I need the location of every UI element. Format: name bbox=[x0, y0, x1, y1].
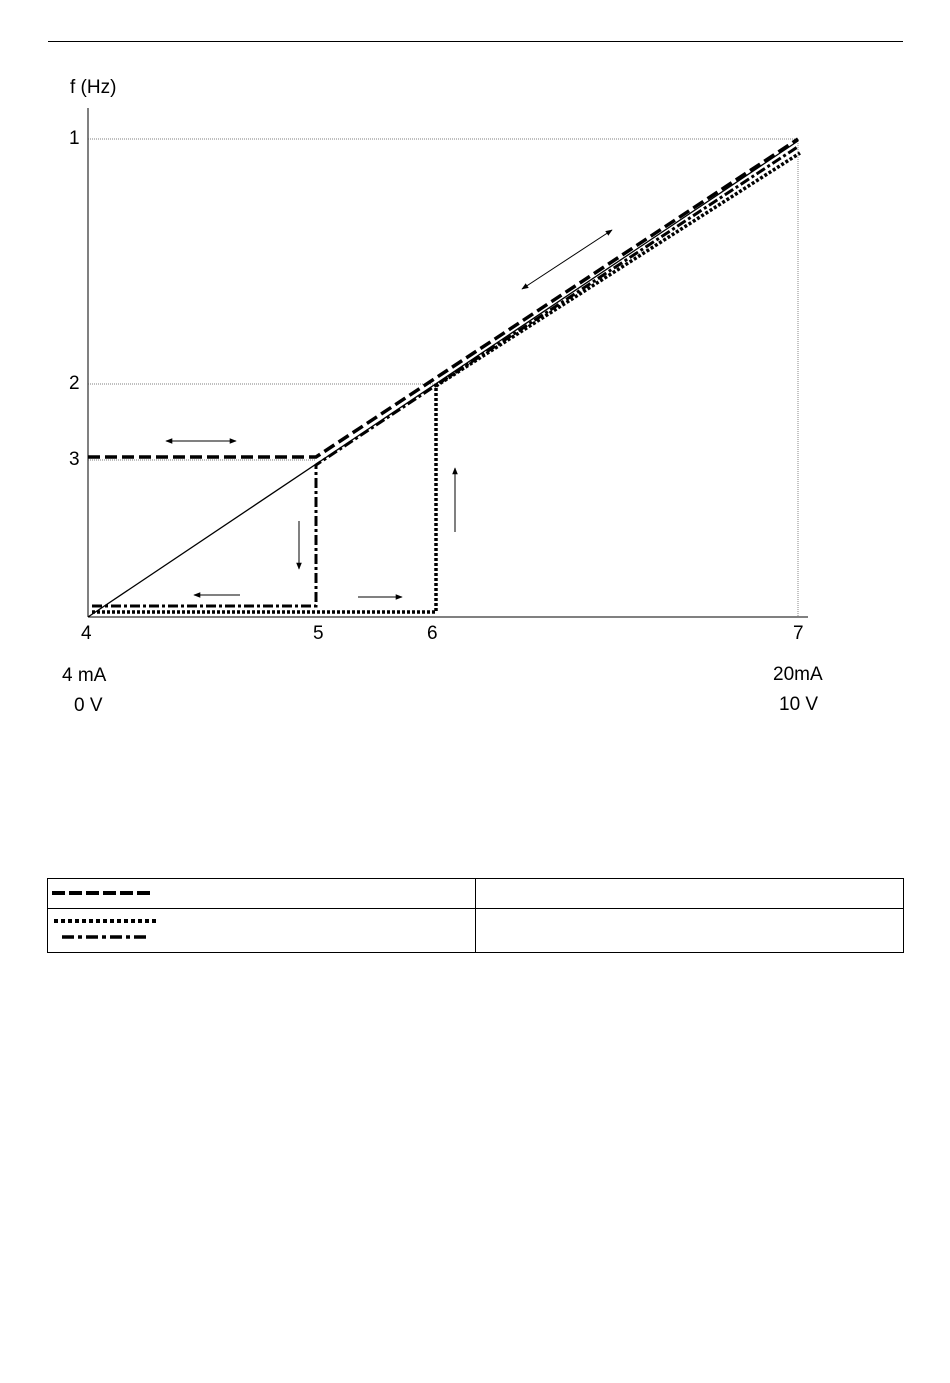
y-tick-1: 1 bbox=[69, 128, 80, 149]
legend-description-cell bbox=[476, 879, 904, 909]
y-tick-2: 2 bbox=[69, 373, 80, 394]
x-start-voltage-label: 0 V bbox=[74, 695, 103, 716]
dashed-line-swatch bbox=[48, 879, 168, 907]
legend-row-dashed bbox=[48, 879, 904, 909]
x-tick-4: 4 bbox=[81, 623, 92, 644]
dash-dot-curve bbox=[92, 146, 799, 606]
dotted-dashdot-swatch bbox=[48, 909, 168, 951]
legend-swatch-cell bbox=[48, 879, 476, 909]
x-tick-6: 6 bbox=[427, 623, 438, 644]
x-tick-5: 5 bbox=[313, 623, 324, 644]
dashed-curve bbox=[88, 139, 798, 457]
y-axis-label: f (Hz) bbox=[70, 77, 117, 98]
x-end-current-label: 20mA bbox=[773, 664, 823, 685]
x-tick-7: 7 bbox=[793, 623, 804, 644]
legend-description-cell bbox=[476, 909, 904, 953]
legend-table bbox=[47, 878, 904, 953]
x-start-current-label: 4 mA bbox=[62, 665, 107, 686]
arrow-diagonal bbox=[522, 230, 612, 289]
legend-row-dotted-dashdot bbox=[48, 909, 904, 953]
legend-swatch-cell bbox=[48, 909, 476, 953]
y-tick-3: 3 bbox=[69, 449, 80, 470]
x-end-voltage-label: 10 V bbox=[779, 694, 819, 715]
